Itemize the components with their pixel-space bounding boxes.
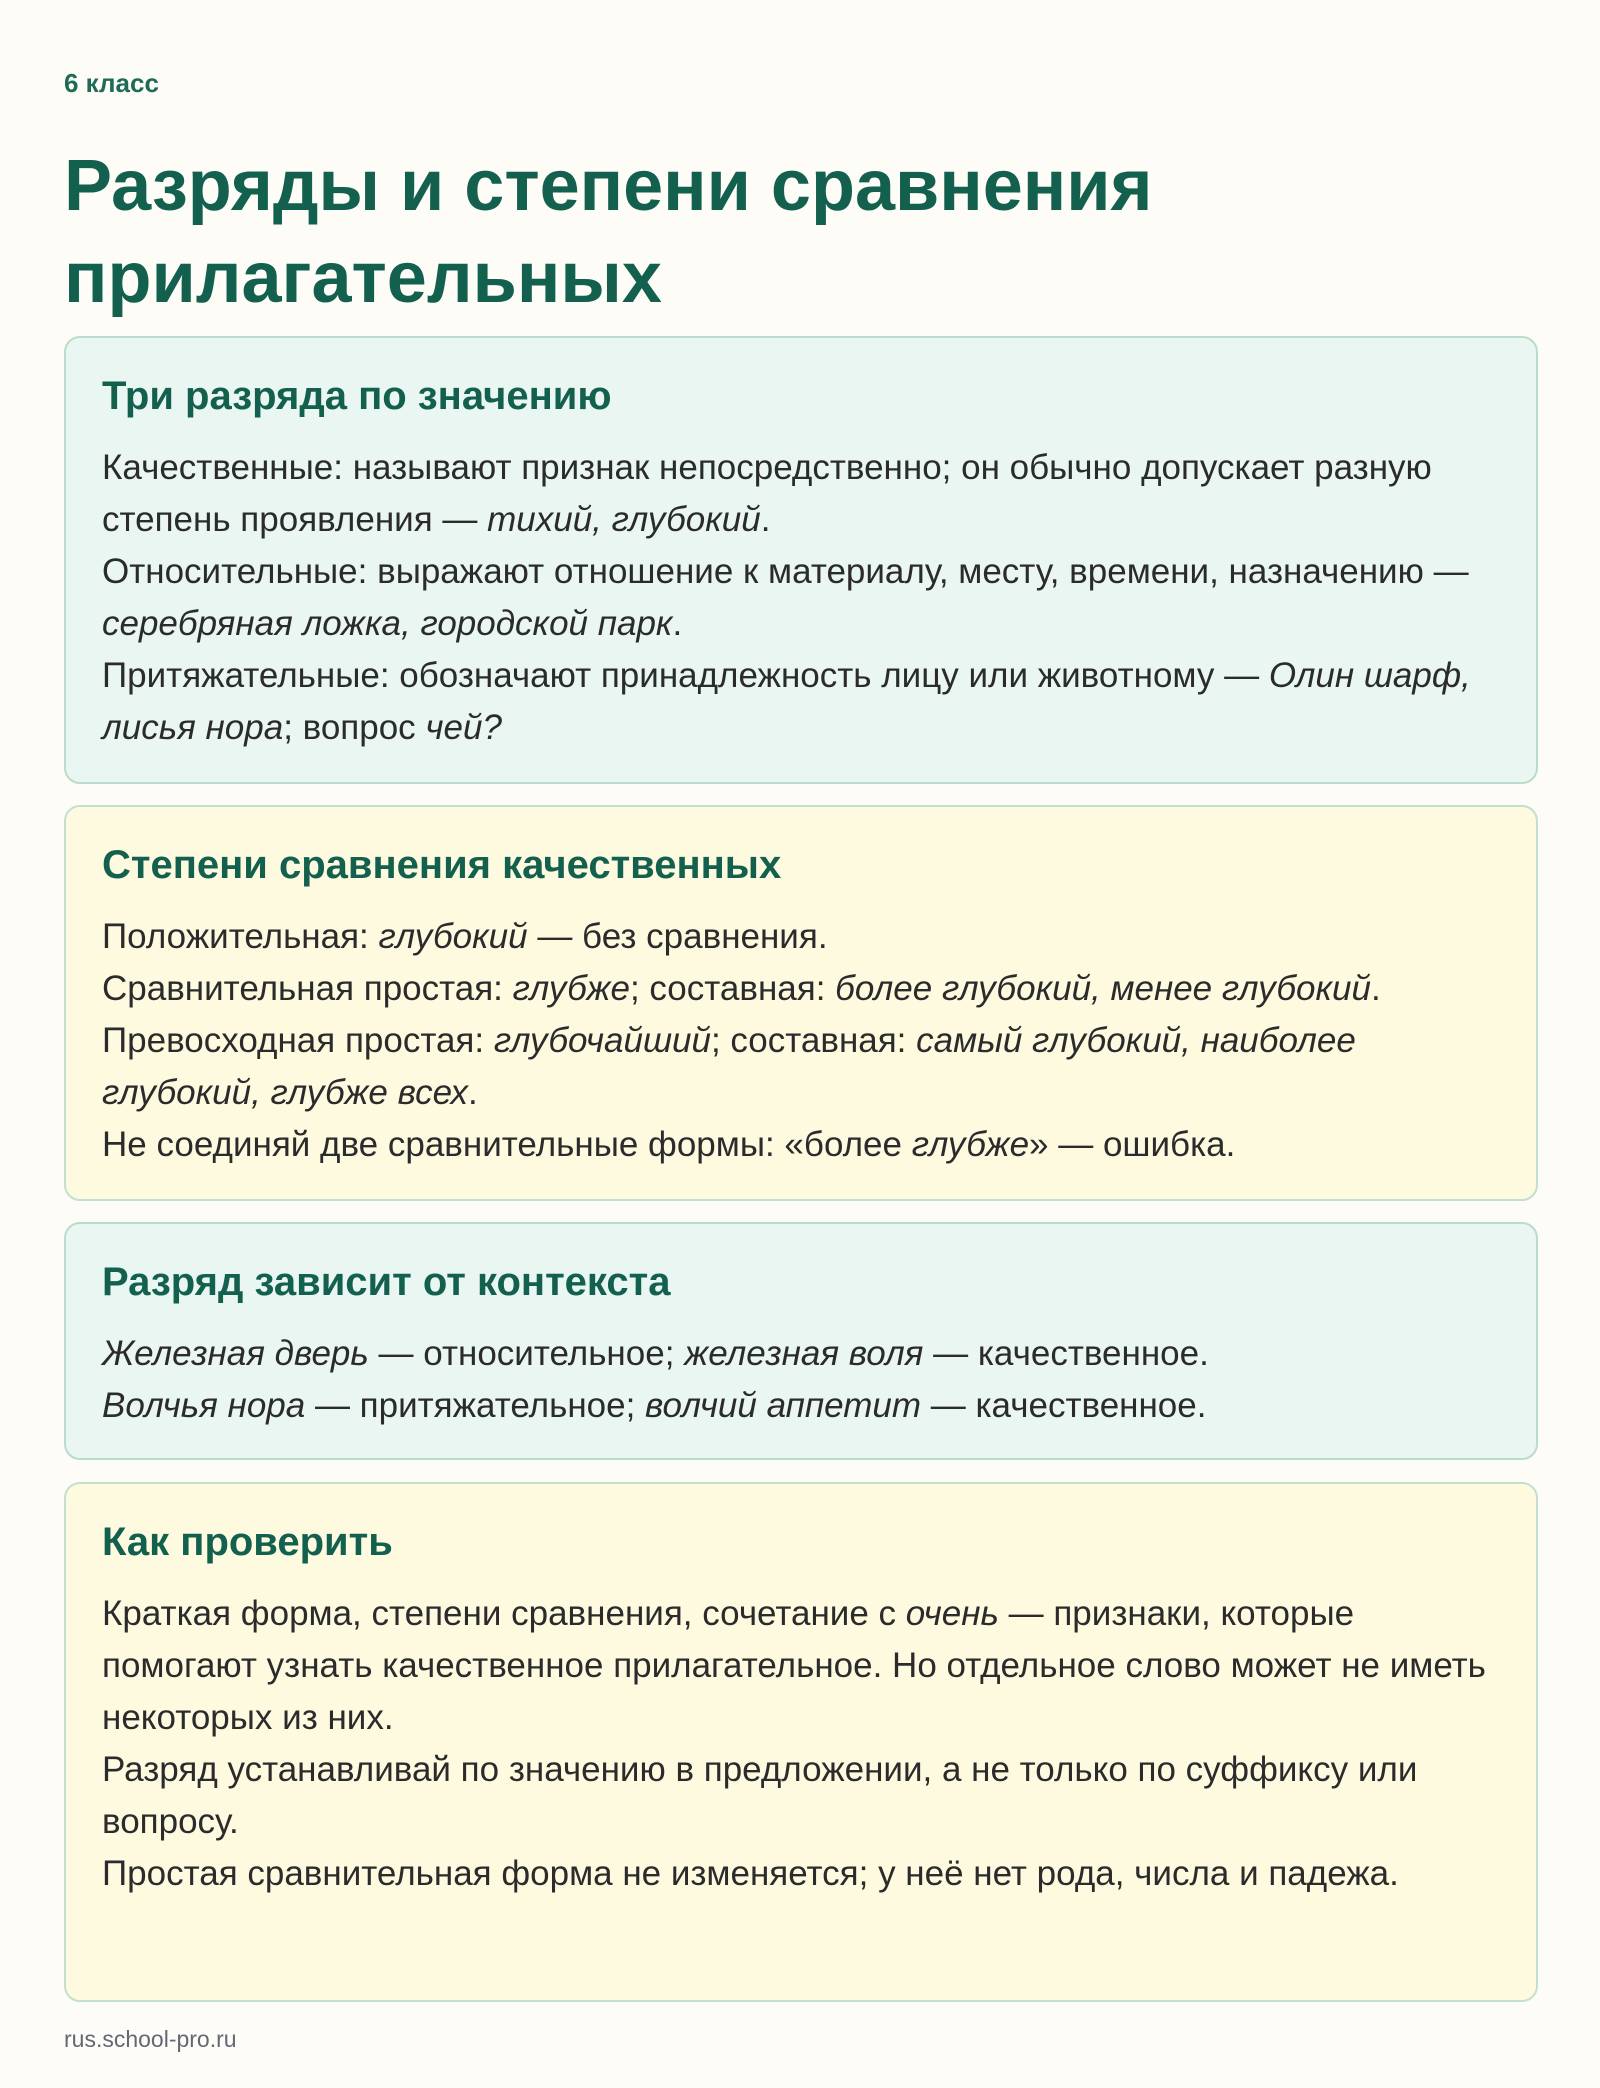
card-line [102, 650, 1500, 754]
example-text: железная воля [684, 1334, 924, 1373]
card-heading: Три разряда по значению [102, 374, 612, 418]
card-heading: Степени сравнения качественных [102, 843, 782, 887]
card-body [102, 1588, 1500, 1900]
body-text: Притяжательные: обозначают принадлежность лицу или животному — [102, 656, 1269, 695]
body-text: Не соединяй две сравнительные формы: «более [102, 1125, 912, 1164]
card-line [102, 1744, 1500, 1848]
example-text: тихий, глубокий [487, 500, 761, 539]
body-text: — качественное. [921, 1386, 1207, 1425]
grade-label: 6 класс [64, 68, 159, 98]
body-text: . [468, 1073, 478, 1112]
body-text: . [672, 604, 683, 643]
body-text: — притяжательное; [305, 1386, 646, 1425]
body-text: — без сравнения. [527, 917, 828, 956]
example-text: глубокий [378, 917, 528, 956]
card-heading: Разряд зависит от контекста [102, 1260, 671, 1304]
card-degrees [64, 805, 1538, 1201]
example-text: Железная дверь [102, 1334, 369, 1373]
example-text: Олин шарф, лисья нора [102, 656, 1471, 747]
body-text: » — ошибка. [1029, 1125, 1236, 1164]
body-text: — качественное. [923, 1334, 1209, 1373]
card-body [102, 1328, 1500, 1432]
body-text: ; составная: [710, 1021, 917, 1060]
card-line [102, 911, 1500, 963]
example-text: чей? [425, 708, 502, 747]
card-line [102, 442, 1500, 546]
card-line [102, 1015, 1500, 1119]
example-text: серебряная ложка, городской парк [102, 604, 673, 643]
body-text: — признаки, которые помогают узнать качественное прилагательное. Но отдельное слово может не иметь некоторых из них. [102, 1594, 1486, 1737]
example-text: глубже [911, 1125, 1030, 1164]
body-text: Превосходная простая: [102, 1021, 494, 1060]
body-text: Качественные: называют признак непосредственно; он обычно допускает разную степень проявления — [102, 448, 1432, 539]
example-text: самый глубокий, наиболее глубокий, глубже всех [102, 1021, 1356, 1112]
body-text: Краткая форма, степени сравнения, сочетание с [102, 1594, 906, 1633]
body-text: . [1370, 969, 1381, 1008]
example-text: глубже [512, 969, 630, 1008]
card-line [102, 1848, 1500, 1900]
card-line [102, 963, 1500, 1015]
example-text: очень [905, 1594, 999, 1633]
card-context [64, 1222, 1538, 1460]
card-line [102, 1119, 1500, 1171]
body-text: Относительные: выражают отношение к материалу, месту, времени, назначению — [102, 552, 1469, 591]
card-line [102, 1588, 1500, 1744]
body-text: ; составная: [629, 969, 836, 1008]
body-text: Сравнительная простая: [102, 969, 513, 1008]
card-how-to-check [64, 1482, 1538, 2002]
card-body [102, 442, 1500, 754]
card-line [102, 1380, 1500, 1432]
page-title: Разряды и степени сравнения прилагательных [64, 146, 1153, 318]
card-line [102, 1328, 1500, 1380]
example-text: волчий аппетит [645, 1386, 922, 1425]
body-text: . [760, 500, 771, 539]
example-text: более глубокий, менее глубокий [835, 969, 1371, 1008]
body-text: Разряд устанавливай по значению в предложении, а не только по суффиксу или вопросу. [102, 1750, 1418, 1841]
body-text: — относительное; [368, 1334, 685, 1373]
card-line [102, 546, 1500, 650]
body-text: Положительная: [102, 917, 379, 956]
example-text: глубочайший [493, 1021, 711, 1060]
card-categories [64, 336, 1538, 784]
body-text: ; вопрос [283, 708, 426, 747]
body-text: Простая сравнительная форма не изменяется; у неё нет рода, числа и падежа. [102, 1854, 1399, 1893]
card-heading: Как проверить [102, 1520, 393, 1564]
card-body [102, 911, 1500, 1171]
example-text: Волчья нора [102, 1386, 306, 1425]
footer-site: rus.school-pro.ru [64, 2026, 237, 2052]
